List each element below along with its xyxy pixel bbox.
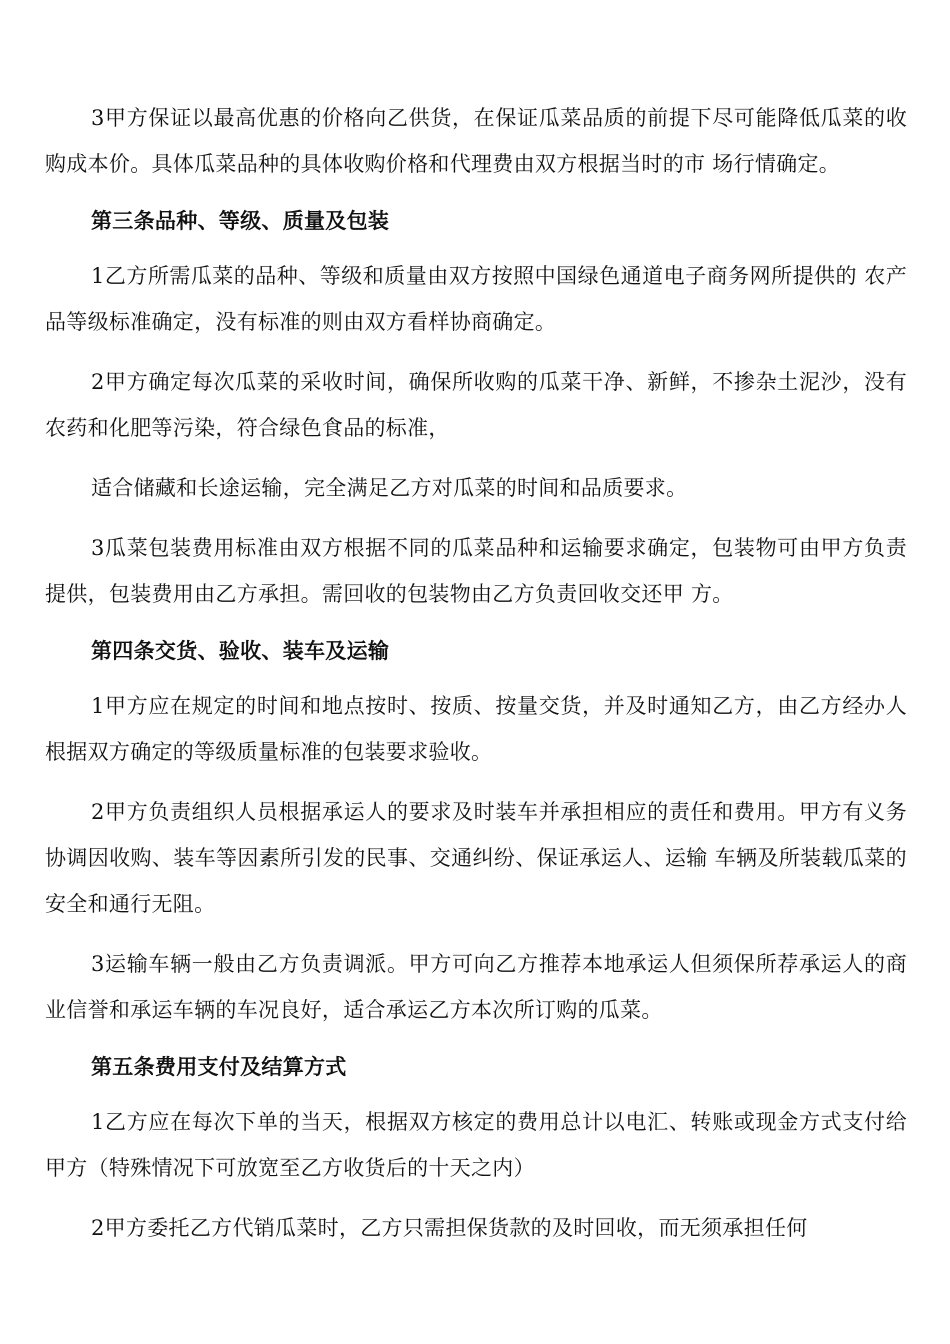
- paragraph: 1乙方所需瓜菜的品种、等级和质量由双方按照中国绿色通道电子商务网所提供的 农产品等级标准确定，没有标准的则由双方看样协商确定。: [45, 264, 907, 334]
- document-body: [45, 95, 907, 1265]
- paragraph: 2甲方确定每次瓜菜的采收时间，确保所收购的瓜菜干净、新鲜，不掺杂土泥沙，没有农药和化肥等污染，符合绿色食品的标准，: [45, 370, 907, 440]
- paragraph: 3运输车辆一般由乙方负责调派。甲方可向乙方推荐本地承运人但须保所荐承运人的商业信誉和承运车辆的车况良好，适合承运乙方本次所订购的瓜菜。: [45, 952, 907, 1022]
- section-heading: 第四条交货、验收、装车及运输: [91, 638, 390, 663]
- paragraph: 2甲方负责组织人员根据承运人的要求及时装车并承担相应的责任和费用。甲方有义务协调因收购、装车等因素所引发的民事、交通纠纷、保证承运人、运输 车辆及所装载瓜菜的安全和通行无阻。: [45, 800, 907, 916]
- section-heading: 第三条品种、等级、质量及包装: [91, 208, 390, 233]
- paragraph: 3瓜菜包装费用标准由双方根据不同的瓜菜品种和运输要求确定，包装物可由甲方负责提供，包装费用由乙方承担。需回收的包装物由乙方负责回收交还甲 方。: [45, 536, 907, 606]
- paragraph: 3甲方保证以最高优惠的价格向乙供货，在保证瓜菜品质的前提下尽可能降低瓜菜的收购成本价。具体瓜菜品种的具体收购价格和代理费由双方根据当时的市 场行情确定。: [45, 106, 907, 176]
- paragraph: 1乙方应在每次下单的当天，根据双方核定的费用总计以电汇、转账或现金方式支付给甲方（特殊情况下可放宽至乙方收货后的十天之内）: [45, 1110, 907, 1180]
- paragraph: 2甲方委托乙方代销瓜菜时，乙方只需担保货款的及时回收，而无须承担任何: [91, 1216, 808, 1240]
- paragraph: 1甲方应在规定的时间和地点按时、按质、按量交货，并及时通知乙方，由乙方经办人根据双方确定的等级质量标准的包装要求验收。: [45, 694, 907, 764]
- paragraph: 适合储藏和长途运输，完全满足乙方对瓜菜的时间和品质要求。: [91, 476, 688, 500]
- section-heading: 第五条费用支付及结算方式: [91, 1054, 347, 1079]
